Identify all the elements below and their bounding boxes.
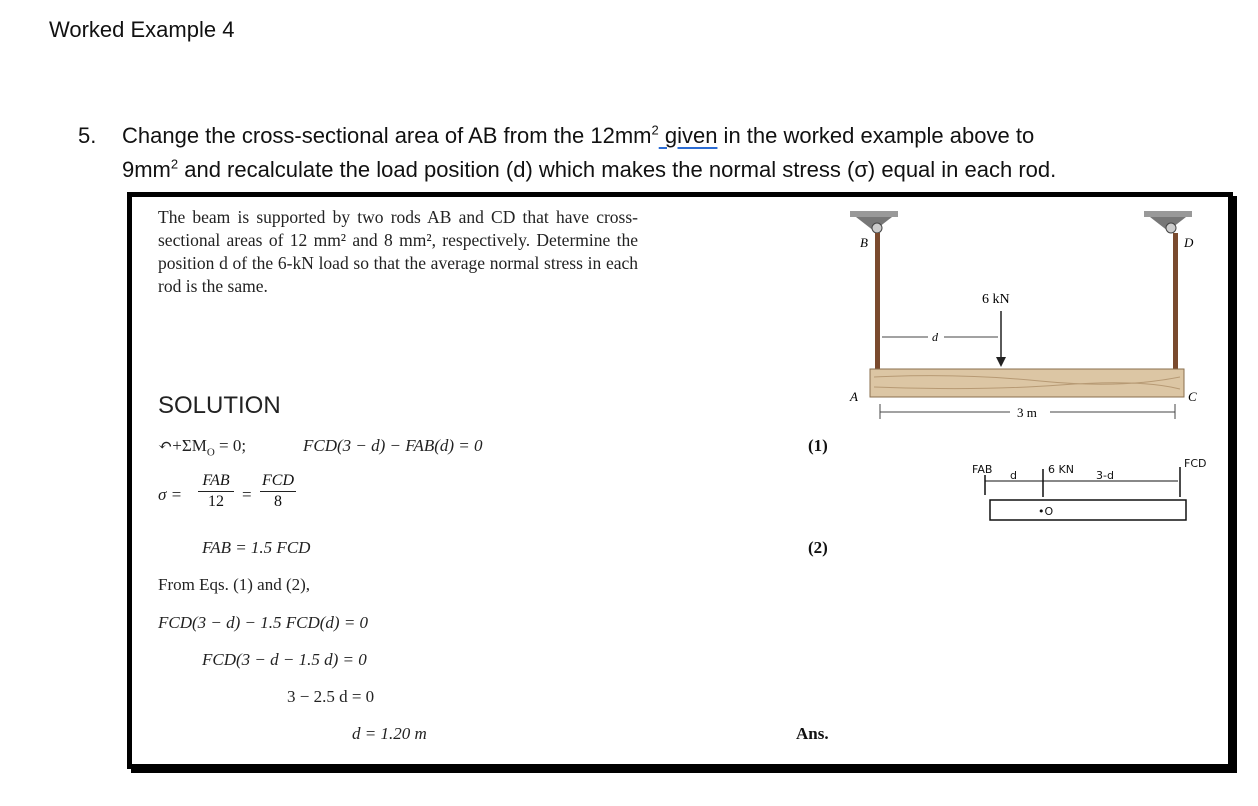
sketch-fab: FAB <box>972 463 993 476</box>
from-equations: From Eqs. (1) and (2), <box>158 575 311 594</box>
sketch-rest: 3-d <box>1096 469 1114 482</box>
problem-statement: The beam is supported by two rods AB and CD that have cross-sectional areas of 12 mm² and 8 mm², respectively. Determine the position d of the 6-kN load so that the average normal stress in each rod is the same. <box>158 207 638 296</box>
sigma-label: σ = <box>158 485 183 504</box>
label-b: B <box>860 235 868 250</box>
load-arrow <box>996 357 1006 367</box>
question-number: 5. <box>78 123 97 148</box>
equation-5: 3 − 2.5 d = 0 <box>287 687 375 706</box>
beam-diagram <box>840 205 1220 545</box>
sketch-d: d <box>1010 469 1017 482</box>
support-b <box>850 211 898 233</box>
question-line-2: $9mm^2$ and recalculate the load position (d) which makes the normal stress (σ) equal in each rod. <box>122 156 1057 182</box>
question-line-1: Change the cross-sectional area of AB from the $12mm^2$ given in the worked example above to <box>122 122 1035 148</box>
underlined-word: given <box>658 123 718 148</box>
equation-1: FCD(3 − d) − FAB(d) = 0 <box>303 436 483 455</box>
rod-ab <box>875 233 880 369</box>
sketch-load: 6 KN <box>1048 463 1074 476</box>
sketch-origin: •O <box>1038 505 1054 518</box>
page-heading: Worked Example 4 <box>49 17 235 42</box>
d-dimension: d <box>932 330 938 344</box>
label-c: C <box>1188 389 1197 404</box>
answer-equation: d = 1.20 m <box>352 724 427 743</box>
equation-2-tag: (2) <box>808 538 828 557</box>
equation-1-tag: (1) <box>808 436 828 455</box>
equation-4: FCD(3 − d − 1.5 d) = 0 <box>202 650 367 669</box>
equation-3: FCD(3 − d) − 1.5 FCD(d) = 0 <box>158 613 369 632</box>
rod-cd <box>1173 233 1178 369</box>
free-body-sketch <box>972 457 1206 520</box>
equation-2: FAB = 1.5 FCD <box>202 538 311 557</box>
solution-title: SOLUTION <box>158 392 281 419</box>
support-d <box>1144 211 1192 233</box>
label-d: D <box>1184 235 1194 250</box>
span-dimension: 3 m <box>1017 405 1037 420</box>
answer-label: Ans. <box>796 724 829 743</box>
fraction-fcd: FCD 8 <box>262 472 294 510</box>
label-a: A <box>850 389 858 404</box>
sketch-fcd: FCD <box>1184 457 1207 470</box>
fraction-fab: FAB 12 <box>198 472 234 511</box>
moment-equation: $↶+\Sigma M_O = 0$; <box>158 436 247 459</box>
load-label: 6 kN <box>982 292 1010 307</box>
equals-sign: = <box>242 485 252 504</box>
